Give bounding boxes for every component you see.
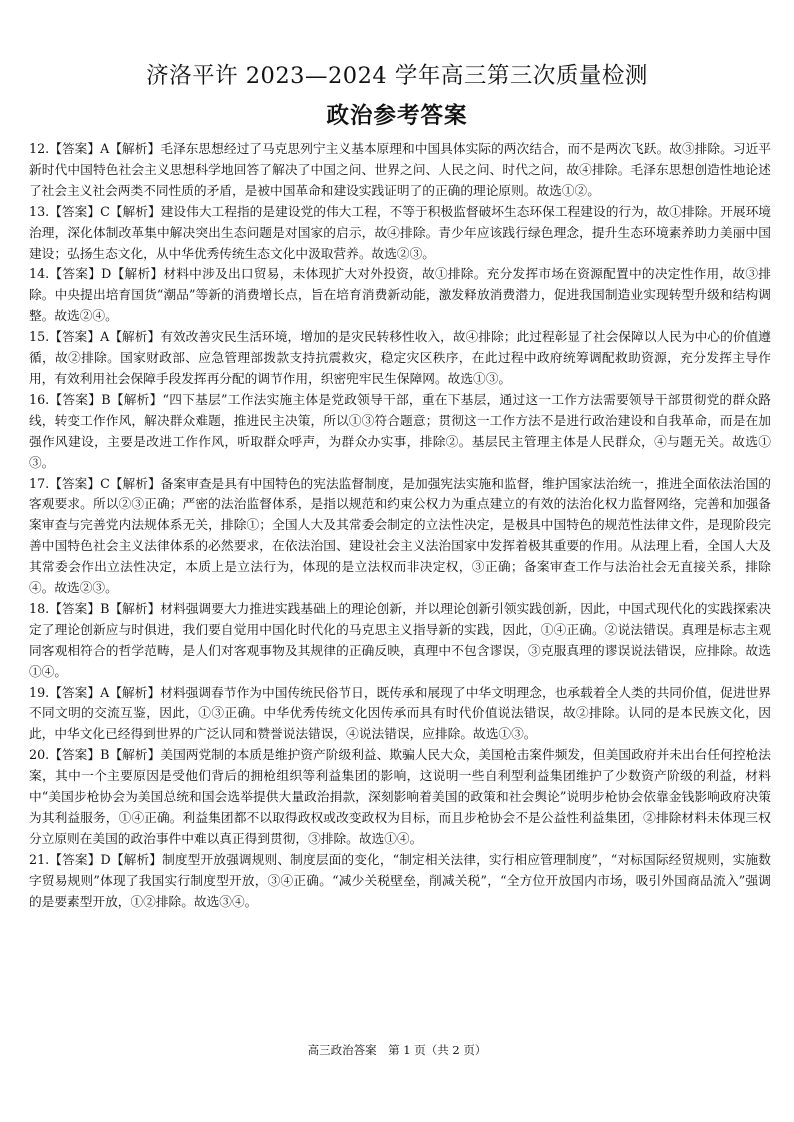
answer-13: 13.【答案】C【解析】建设伟大工程指的是建设党的伟大工程，不等于积极监督破坏生态环保工程建设的行为，故①排除。开展环境治理，深化体制改革集中解决突出生态问题是对国家的启示，故④排除。青少年应该践行绿色理念，提升生态环境素养助力美丽中国建设；弘扬生态文化，从中华优秀传统生态文化中汲取营养。故选②③。 <box>29 203 771 261</box>
page-footer: 高三政治答案 第 1 页（共 2 页） <box>307 1043 487 1057</box>
answer-16: 16.【答案】B【解析】“四下基层”工作法实施主体是党政领导干部，重在下基层，通过这一工作方法需要领导干部贯彻党的群众路线，转变工作作风，解决群众难题，推进民主决策，所以①③符合题意；贯彻这一工作方法不是进行政治建设和自我革命，而是在加强作风建设，主要是改进工作作风，听取群众呼声，为群众办实事，排除②。基层民主管理主体是人民群众，④与题无关。故选①③。 <box>29 391 771 470</box>
answer-14: 14.【答案】D【解析】材料中涉及出口贸易，未体现扩大对外投资，故①排除。充分发挥市场在资源配置中的决定性作用，故③排除。中央提出培育国货“潮品”等新的消费增长点，旨在培育消费新动能，激发释放消费潜力，促进我国制造业实现转型升级和结构调整。故选②④。 <box>29 266 771 324</box>
answer-18: 18.【答案】B【解析】材料强调要大力推进实践基础上的理论创新，并以理论创新引领实践创新，因此，中国式现代化的实践探索决定了理论创新应与时俱进，我们要自觉用中国化时代化的马克思主义指导新的实践，因此，①④正确。②说法错误。真理是标志主观同客观相符合的哲学范畴，是人们对客观事物及其规律的正确反映，真理中不包含谬误，③克服真理的谬误说法错误，应排除。故选①④。 <box>29 600 771 679</box>
answer-21: 21.【答案】D【解析】制度型开放强调规则、制度层面的变化，“制定相关法律，实行相应管理制度”，“对标国际经贸规则，实施数字贸易规则”体现了我国实行制度型开放，③④正确。“减少关税壁垒，削减关税”，“全方位开放国内市场，吸引外国商品流入”强调的是要素型开放，①②排除。故选③④。 <box>29 851 771 909</box>
answer-12: 12.【答案】A【解析】毛泽东思想经过了马克思列宁主义基本原理和中国具体实际的两次结合，而不是两次飞跃。故③排除。习近平新时代中国特色社会主义思想科学地回答了解决了中国之问、世界之问、人民之问、时代之问，故④排除。毛泽东思想创造性地论述了社会主义社会两类不同性质的矛盾，是被中国革命和建设实践证明了的正确的理论原则。故选①②。 <box>29 141 771 198</box>
page-subtitle: 政治参考答案 <box>326 103 468 129</box>
answer-15: 15.【答案】A【解析】有效改善灾民生活环境，增加的是灾民转移性收入，故④排除；此过程彰显了社会保障以人民为中心的价值遵循，故②排除。国家财政部、应急管理部拨款支持抗震救灾，稳定灾区秩序，在此过程中政府统筹调配救助资源，充分发挥主导作用，有效利用社会保障手段发挥再分配的调节作用，织密兜牢民生保障网。故选①③。 <box>29 329 771 386</box>
answer-20: 20.【答案】B【解析】美国两党制的本质是维护资产阶级利益、欺骗人民大众，美国枪击案件频发，但美国政府并未出台任何控枪法案，其中一个主要原因是受他们背后的拥枪组织等利益集团的影响，这说明一些自利型利益集团维护了少数资产阶级的利益，材料中“美国步枪协会为美国总统和国会选举提供大量政治捐款，深刻影响着美国的政策和社会舆论”说明步枪协会依靠金钱影响政府决策为其利益服务，①④正确。利益集团都不以取得政权或改变政权为目标，而且步枪协会不是公益性利益集团，②排除材料未体现三权分立原则在美国的政治事件中难以真正得到贯彻，③排除。故选①④。 <box>29 747 771 846</box>
answer-list <box>29 139 771 913</box>
answer-17: 17.【答案】C【解析】备案审查是具有中国特色的宪法监督制度，是加强宪法实施和监督，维护国家法治统一，推进全面依法治国的客观要求。所以②③正确；严密的法治监督体系，是指以规范和约束公权力为重点建立的有效的法治化权力监督网络，完善和加强备案审查与完善党内法规体系无关，排除①；全国人大及其常委会制定的立法性决定，是极具中国特色的规范性法律文件，是现阶段完善中国特色社会主义法律体系的必然要求，在依法治国、建设社会主义法治国家中发挥着极其重要的作用。从法理上看，全国人大及其常委会作出立法性决定，本质上是立法行为，体现的是立法权而非决定权，③正确；备案审查工作与法治社会无直接关系，排除④。故选②③。 <box>29 475 771 596</box>
answer-19: 19.【答案】A【解析】材料强调春节作为中国传统民俗节日，既传承和展现了中华文明理念，也承载着全人类的共同价值，促进世界不同文明的交流互鉴，因此，①③正确。中华优秀传统文化因传承而具有时代价值说法错误，故②排除。认同的是本民族文化，因此，中华文化已经得到世界的广泛认同和赞誉说法错误，④说法错误，应排除。故选①③。 <box>29 684 771 742</box>
page-title: 济洛平许 2023—2024 学年高三第三次质量检测 <box>146 63 648 89</box>
